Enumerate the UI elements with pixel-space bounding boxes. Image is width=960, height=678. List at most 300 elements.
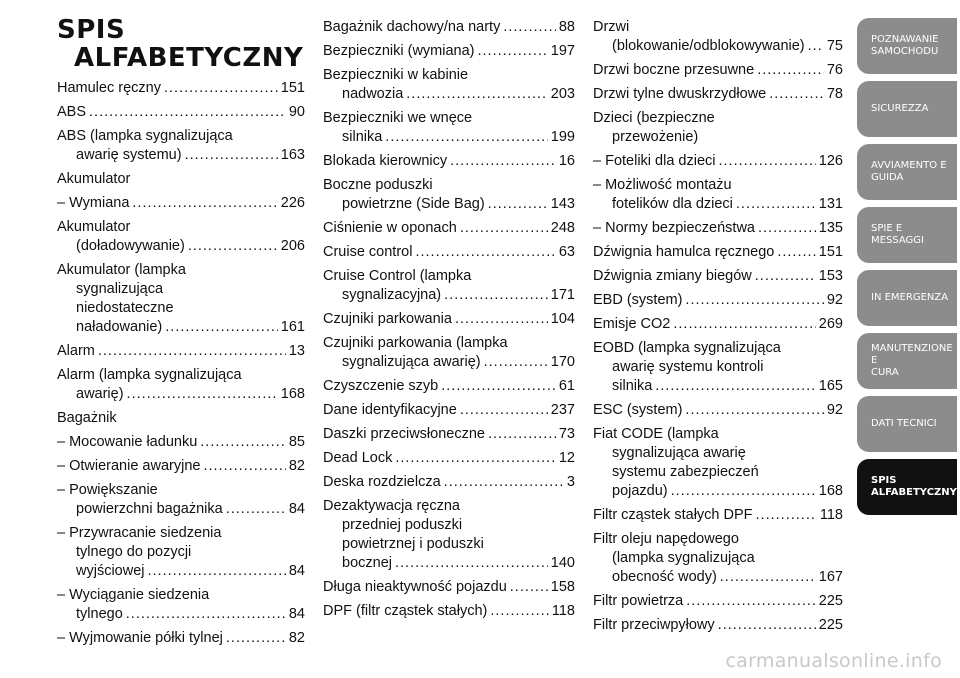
dot-leader (460, 219, 548, 238)
dot-leader (685, 291, 823, 310)
page-number[interactable]: 151 (280, 80, 305, 96)
entry-text: Filtr oleju napędowego (593, 531, 739, 547)
dot-leader (98, 342, 286, 361)
entry-line (593, 267, 843, 286)
entry-line (593, 152, 843, 171)
dot-leader (488, 425, 556, 444)
entry-text: Akumulator (57, 219, 131, 235)
entry-text: Cruise Control (lampka (323, 268, 472, 284)
index-entry[interactable] (593, 315, 843, 334)
index-subentry[interactable] (593, 176, 843, 214)
page-number[interactable]: 170 (550, 354, 575, 370)
index-subentry[interactable] (57, 629, 305, 648)
page-number[interactable]: 126 (818, 153, 843, 169)
index-entry[interactable] (323, 497, 575, 573)
tab-label (871, 223, 957, 247)
index-entry[interactable] (323, 152, 575, 171)
index-entry[interactable] (323, 578, 575, 597)
entry-line (323, 219, 575, 238)
entry-line (593, 444, 843, 463)
page-number[interactable]: 153 (818, 268, 843, 284)
entry-text: Bezpieczniki we wnęce (323, 110, 473, 126)
index-column-3 (593, 18, 843, 640)
index-entry[interactable] (57, 127, 305, 165)
dot-leader (808, 37, 824, 56)
entry-line (57, 103, 305, 122)
dot-leader (503, 18, 556, 37)
tab-spis-alfabetyczny[interactable] (857, 459, 957, 515)
index-entry[interactable] (57, 342, 305, 361)
page-number[interactable]: 88 (558, 19, 575, 35)
tab-label-line: SPIE E MESSAGGI (871, 223, 924, 246)
page-number[interactable]: 12 (558, 450, 575, 466)
tab-label-line: DATI TECNICI (871, 418, 937, 429)
page-number[interactable]: 90 (288, 104, 305, 120)
entry-line (323, 42, 575, 61)
dot-leader (718, 616, 816, 635)
entry-line (323, 286, 575, 305)
entry-text: powietrzne (Side Bag) (342, 196, 485, 212)
entry-line (593, 463, 843, 482)
entry-text: silnika (342, 129, 383, 145)
page-number[interactable]: 161 (280, 319, 305, 335)
dot-leader (769, 85, 824, 104)
entry-text: Fiat CODE (lampka (593, 426, 719, 442)
page-number[interactable]: 63 (558, 244, 575, 260)
entry-text: Czujniki parkowania (323, 311, 452, 327)
dot-leader (686, 592, 816, 611)
index-entry[interactable] (323, 377, 575, 396)
page-number[interactable]: 85 (288, 434, 305, 450)
dot-leader (127, 385, 278, 404)
entry-text: Hamulec ręczny (57, 80, 161, 96)
page-number[interactable]: 82 (288, 630, 305, 646)
entry-line (593, 425, 843, 444)
entry-text: Drzwi tylne dwuskrzydłowe (593, 86, 767, 102)
entry-text: obecność wody) (612, 569, 717, 585)
tab-label (871, 160, 947, 184)
dot-leader (126, 605, 286, 624)
tab-label-line: SICUREZZA (871, 103, 929, 114)
entry-text: Czujniki parkowania (lampka (323, 335, 508, 351)
page-number[interactable]: 73 (558, 426, 575, 442)
entry-text: Daszki przeciwsłoneczne (323, 426, 485, 442)
page-number[interactable]: 168 (818, 483, 843, 499)
dot-leader (406, 85, 548, 104)
index-entry[interactable] (323, 602, 575, 621)
tab-sicurezza[interactable] (857, 81, 957, 137)
entry-text: EBD (system) (593, 292, 683, 308)
entry-line (593, 482, 843, 501)
entry-text: Bezpieczniki w kabinie (323, 67, 469, 83)
dot-leader (460, 401, 548, 420)
entry-text: niedostateczne (76, 300, 174, 316)
entry-text: (lampka sygnalizująca (612, 550, 755, 566)
entry-line (323, 18, 575, 37)
dot-leader (200, 433, 286, 452)
index-entry[interactable] (57, 261, 305, 337)
entry-text: powierzchni bagażnika (76, 501, 223, 517)
entry-line (57, 543, 305, 562)
entry-line (593, 358, 843, 377)
dot-leader (720, 568, 816, 587)
entry-text: sygnalizująca (76, 281, 164, 297)
dot-leader (132, 194, 277, 213)
index-entry[interactable] (593, 339, 843, 396)
entry-line (323, 267, 575, 286)
entry-line (323, 449, 575, 468)
page-number[interactable]: 225 (818, 617, 843, 633)
page-number[interactable]: 197 (550, 43, 575, 59)
dot-leader (484, 353, 548, 372)
page-number[interactable]: 84 (288, 606, 305, 622)
dot-leader (673, 315, 815, 334)
index-subentry[interactable] (57, 457, 305, 476)
dot-leader (478, 42, 548, 61)
page-number[interactable]: 203 (550, 86, 575, 102)
dot-leader (148, 562, 286, 581)
dot-leader (757, 61, 824, 80)
page-number[interactable]: 135 (818, 220, 843, 236)
entry-text: Bagażnik (57, 410, 117, 426)
index-entry[interactable] (593, 506, 843, 525)
entry-text: (blokowanie/odblokowywanie) (612, 38, 805, 54)
section-tabs (857, 18, 957, 522)
index-entry[interactable] (323, 219, 575, 238)
index-entry[interactable] (323, 243, 575, 262)
watermark: carmanualsonline.info (725, 650, 942, 672)
page-number[interactable]: 237 (550, 402, 575, 418)
entry-line (323, 425, 575, 444)
entry-text: pojazdu) (612, 483, 668, 499)
dot-leader (685, 401, 823, 420)
entry-line (57, 79, 305, 98)
dot-leader (655, 377, 816, 396)
tab-label-line: ALFABETYCZNY (871, 487, 957, 498)
page-number[interactable]: 131 (818, 196, 843, 212)
index-entry[interactable] (593, 425, 843, 501)
index-subentry[interactable] (57, 194, 305, 213)
page-number[interactable]: 165 (818, 378, 843, 394)
dot-leader (395, 554, 548, 573)
page-number[interactable]: 104 (550, 311, 575, 327)
entry-line (323, 310, 575, 329)
entry-text: – Możliwość montażu (593, 177, 732, 193)
dot-leader (488, 195, 548, 214)
entry-text: sygnalizująca awarię) (342, 354, 481, 370)
entry-line (57, 194, 305, 213)
entry-line (323, 195, 575, 214)
entry-text: Bagażnik dachowy/na narty (323, 19, 501, 35)
page-number[interactable]: 269 (818, 316, 843, 332)
entry-text: – Otwieranie awaryjne (57, 458, 201, 474)
page-number[interactable]: 84 (288, 501, 305, 517)
dot-leader (89, 103, 286, 122)
index-entry[interactable] (323, 473, 575, 492)
page-number[interactable]: 143 (550, 196, 575, 212)
index-entry[interactable] (323, 109, 575, 147)
tab-spie-e-messaggi[interactable] (857, 207, 957, 263)
dot-leader (455, 310, 548, 329)
entry-text: Filtr cząstek stałych DPF (593, 507, 753, 523)
entry-line (57, 280, 305, 299)
entry-text: awarię systemu) (76, 147, 182, 163)
entry-line (57, 261, 305, 280)
entry-line (593, 61, 843, 80)
index-subentry[interactable] (593, 219, 843, 238)
entry-line (323, 516, 575, 535)
index-entry[interactable] (57, 79, 305, 98)
page-number[interactable]: 168 (280, 386, 305, 402)
entry-text: Dane identyfikacyjne (323, 402, 457, 418)
entry-line (323, 176, 575, 195)
entry-line (57, 318, 305, 337)
entry-line (593, 549, 843, 568)
entry-text: – Wymiana (57, 195, 130, 211)
entry-line (323, 554, 575, 573)
entry-line (593, 592, 843, 611)
index-entry[interactable] (323, 310, 575, 329)
dot-leader (164, 79, 278, 98)
entry-line (593, 128, 843, 147)
page-number[interactable]: 163 (280, 147, 305, 163)
index-entry[interactable] (593, 592, 843, 611)
index-entry[interactable] (593, 85, 843, 104)
tab-avviamento-e-guida[interactable] (857, 144, 957, 200)
entry-text: Drzwi boczne przesuwne (593, 62, 755, 78)
tab-manutenzione-e-cura[interactable] (857, 333, 957, 389)
entry-text: – Foteliki dla dzieci (593, 153, 716, 169)
tab-label (871, 343, 957, 379)
entry-line (323, 497, 575, 516)
entry-line (593, 243, 843, 262)
index-entry[interactable] (593, 243, 843, 262)
entry-text: Drzwi (593, 19, 630, 35)
entry-text: – Powiększanie (57, 482, 158, 498)
page-number[interactable]: 118 (551, 603, 575, 619)
entry-text: (doładowywanie) (76, 238, 185, 254)
entry-line (593, 401, 843, 420)
dot-leader (444, 473, 564, 492)
entry-line (57, 586, 305, 605)
index-subentry[interactable] (593, 152, 843, 171)
page-number[interactable]: 13 (288, 343, 305, 359)
entry-text: – Mocowanie ładunku (57, 434, 198, 450)
page-number[interactable]: 16 (558, 153, 575, 169)
dot-leader (415, 243, 555, 262)
entry-text: Dzieci (bezpieczne (593, 110, 715, 126)
entry-text: ESC (system) (593, 402, 683, 418)
entry-line (57, 127, 305, 146)
page-number[interactable]: 84 (288, 563, 305, 579)
entry-line (57, 433, 305, 452)
entry-line (57, 299, 305, 318)
entry-line (57, 524, 305, 543)
dot-leader (226, 629, 286, 648)
entry-text: Czyszczenie szyb (323, 378, 439, 394)
dot-leader (444, 286, 548, 305)
entry-text: przedniej poduszki (342, 517, 463, 533)
index-entry[interactable] (593, 109, 843, 147)
entry-line (57, 146, 305, 165)
index-entry[interactable] (323, 42, 575, 61)
index-entry[interactable] (323, 267, 575, 305)
index-entry[interactable] (593, 18, 843, 56)
page-number[interactable]: 92 (826, 402, 843, 418)
entry-line (323, 602, 575, 621)
entry-line (593, 616, 843, 635)
tab-label-line: SPIS (871, 475, 897, 486)
index-subentry[interactable] (57, 586, 305, 624)
index-subentry[interactable] (57, 481, 305, 519)
dot-leader (226, 500, 286, 519)
entry-line (57, 237, 305, 256)
entry-line (323, 152, 575, 171)
entry-text: Boczne poduszki (323, 177, 433, 193)
entry-line (593, 85, 843, 104)
entry-text: Dezaktywacja ręczna (323, 498, 460, 514)
index-entry[interactable] (323, 425, 575, 444)
entry-line (57, 562, 305, 581)
entry-text: tylnego do pozycji (76, 544, 192, 560)
index-entry[interactable] (323, 449, 575, 468)
page-number[interactable]: 92 (826, 292, 843, 308)
entry-text: Bezpieczniki (wymiana) (323, 43, 475, 59)
dot-leader (185, 146, 278, 165)
index-entry[interactable] (57, 409, 305, 428)
dot-leader (719, 152, 816, 171)
entry-text: ABS (57, 104, 87, 120)
page-number[interactable]: 75 (826, 38, 843, 54)
index-entry[interactable] (593, 616, 843, 635)
dot-leader (203, 457, 285, 476)
dot-leader (777, 243, 815, 262)
entry-line (57, 481, 305, 500)
page-number[interactable]: 118 (819, 507, 843, 523)
index-subentry[interactable] (57, 433, 305, 452)
index-entry[interactable] (57, 218, 305, 256)
entry-line (323, 85, 575, 104)
page-number[interactable]: 158 (550, 579, 575, 595)
entry-line (593, 506, 843, 525)
page-number[interactable]: 140 (550, 555, 575, 571)
index-subentry[interactable] (57, 524, 305, 581)
entry-text: Akumulator (lampka (57, 262, 186, 278)
entry-text: sygnalizacyjna) (342, 287, 442, 303)
entry-line (593, 377, 843, 396)
tab-label (871, 418, 937, 430)
index-entry[interactable] (57, 103, 305, 122)
entry-text: Długa nieaktywność pojazdu (323, 579, 507, 595)
title-line-2: ALFABETYCZNY (74, 43, 304, 73)
entry-text: systemu zabezpieczeń (612, 464, 759, 480)
entry-line (323, 243, 575, 262)
entry-text: Alarm (lampka sygnalizująca (57, 367, 242, 383)
index-entry[interactable] (593, 530, 843, 587)
entry-text: Blokada kierownicy (323, 153, 448, 169)
tab-poznawanie-samochodu[interactable] (857, 18, 957, 74)
page-number[interactable]: 76 (826, 62, 843, 78)
entry-line (323, 109, 575, 128)
index-entry[interactable] (593, 401, 843, 420)
page-number[interactable]: 151 (818, 244, 843, 260)
entry-text: awarię) (76, 386, 124, 402)
entry-text: Dźwignia hamulca ręcznego (593, 244, 775, 260)
page-number[interactable]: 3 (566, 474, 575, 490)
dot-leader (188, 237, 278, 256)
page-number[interactable]: 225 (818, 593, 843, 609)
entry-text: przewożenie) (612, 129, 699, 145)
index-entry[interactable] (323, 401, 575, 420)
page-number[interactable]: 171 (550, 287, 575, 303)
entry-line (57, 629, 305, 648)
entry-line (57, 366, 305, 385)
page-number[interactable]: 167 (818, 569, 843, 585)
page-number[interactable]: 82 (288, 458, 305, 474)
entry-line (57, 170, 305, 189)
index-entry[interactable] (323, 66, 575, 104)
entry-line (323, 377, 575, 396)
index-entry[interactable] (323, 334, 575, 372)
index-column-1 (57, 79, 305, 653)
tab-label-line: MANUTENZIONE E (871, 343, 953, 366)
entry-line (593, 530, 843, 549)
page-number[interactable]: 78 (826, 86, 843, 102)
entry-text: DPF (filtr cząstek stałych) (323, 603, 488, 619)
entry-text: Akumulator (57, 171, 131, 187)
page-number[interactable]: 206 (280, 238, 305, 254)
tab-label (871, 292, 948, 304)
entry-line (57, 605, 305, 624)
entry-line (57, 500, 305, 519)
entry-text: bocznej (342, 555, 392, 571)
index-entry[interactable] (323, 176, 575, 214)
entry-line (593, 339, 843, 358)
entry-text: – Wyciąganie siedzenia (57, 587, 210, 603)
dot-leader (395, 449, 556, 468)
dot-leader (165, 318, 278, 337)
tab-label-line: AVVIAMENTO E (871, 160, 947, 171)
index-entry[interactable] (323, 18, 575, 37)
tab-label (871, 103, 928, 115)
dot-leader (671, 482, 816, 501)
index-entry[interactable] (593, 291, 843, 310)
entry-line (323, 401, 575, 420)
entry-text: ABS (lampka sygnalizująca (57, 128, 233, 144)
index-entry[interactable] (593, 267, 843, 286)
tab-label-line: POZNAWANIE (871, 34, 939, 45)
tab-in-emergenza[interactable] (857, 270, 957, 326)
dot-leader (755, 267, 816, 286)
entry-text: tylnego (76, 606, 123, 622)
entry-text: Emisje CO2 (593, 316, 671, 332)
page-number[interactable]: 226 (280, 195, 305, 211)
entry-text: Dźwignia zmiany biegów (593, 268, 752, 284)
entry-line (323, 334, 575, 353)
index-entry[interactable] (57, 170, 305, 189)
index-entry[interactable] (57, 366, 305, 404)
page-number[interactable]: 199 (550, 129, 575, 145)
page-number[interactable]: 248 (550, 220, 575, 236)
entry-line (593, 315, 843, 334)
dot-leader (490, 602, 549, 621)
entry-line (57, 385, 305, 404)
entry-line (593, 176, 843, 195)
index-entry[interactable] (593, 61, 843, 80)
page-number[interactable]: 61 (558, 378, 575, 394)
title-line-1: SPIS (57, 15, 126, 45)
tab-dati-tecnici[interactable] (857, 396, 957, 452)
